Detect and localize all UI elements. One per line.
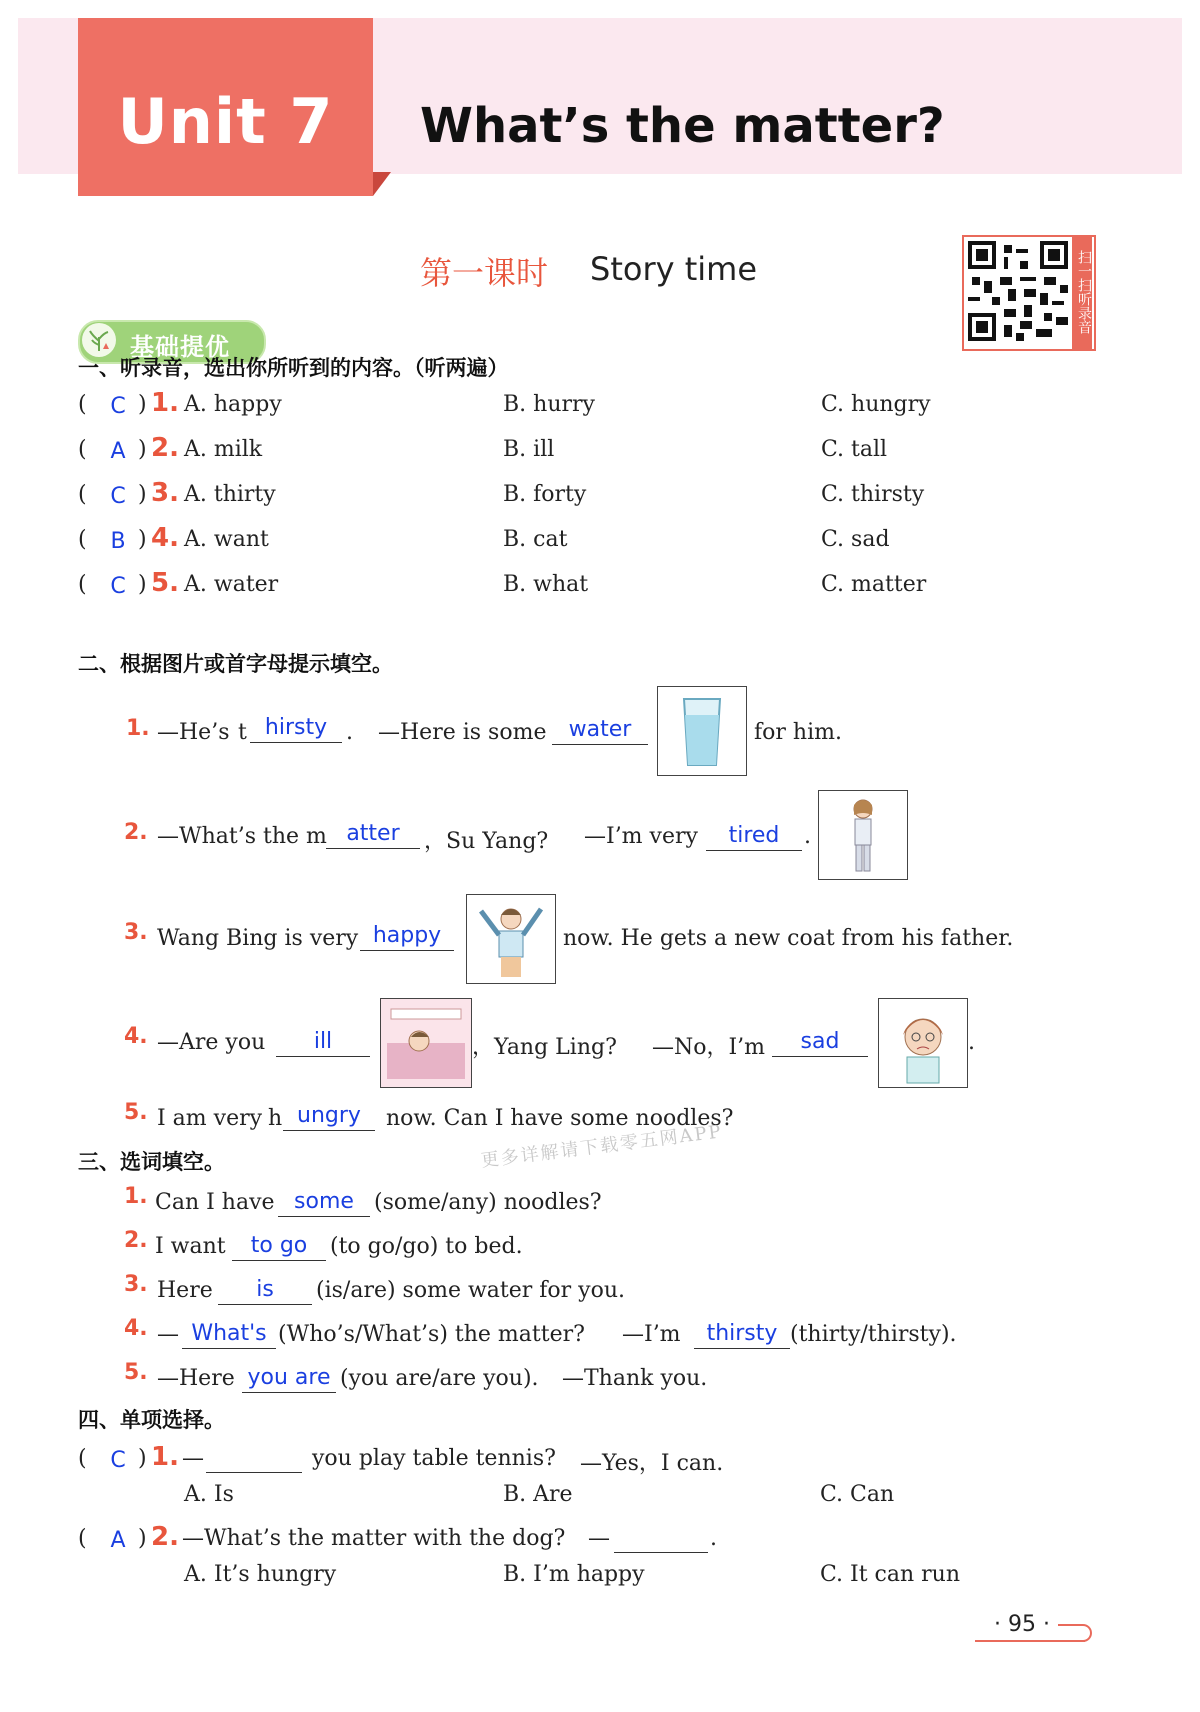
question-number: 1. [151, 388, 179, 418]
answer-blank[interactable]: water [552, 716, 648, 745]
question-text: you play table tennis? [312, 1446, 556, 1471]
choice-options-1 [78, 1478, 1108, 1514]
question-text: —I’m [622, 1322, 681, 1347]
choice-question-2: ( A ) 2. —What’s the matter with the dog? — . [78, 1522, 717, 1553]
answer[interactable]: C [110, 394, 126, 419]
option-c[interactable]: C. It can run [820, 1562, 961, 1587]
answer[interactable]: A [110, 439, 126, 464]
section-badge-label: 基础提优 [130, 333, 230, 361]
answer-blank[interactable]: some [278, 1188, 370, 1217]
answer-blank[interactable]: you are [242, 1364, 336, 1393]
listen-question-4: ( B ) 4. A. want B. cat C. sad [78, 523, 890, 554]
question-text: (is/are) some water for you. [316, 1278, 626, 1303]
happy-boy-picture [466, 894, 556, 984]
listen-question-3: ( C ) 3. A. thirty B. forty C. thirsty [78, 478, 925, 509]
question-text: Here [157, 1278, 213, 1303]
question-text: (Who’s/What’s) the matter? [278, 1322, 585, 1347]
answer-blank[interactable]: tired [706, 822, 802, 851]
answer[interactable]: B [110, 529, 126, 554]
answer[interactable]: C [110, 574, 126, 599]
option-a[interactable]: A. milk [184, 437, 263, 462]
answer-blank[interactable]: thirsty [694, 1320, 790, 1349]
question-text: Can I have [155, 1190, 275, 1215]
question-number: 3. [124, 920, 148, 945]
answer-blank[interactable]: happy [360, 922, 454, 951]
listen-question-5: ( C ) 5. A. water B. what C. matter [78, 568, 927, 599]
answer[interactable]: A [110, 1528, 126, 1553]
option-c[interactable]: C. sad [821, 527, 890, 552]
option-a[interactable]: A. happy [184, 392, 282, 417]
question-number: 2. [124, 820, 148, 845]
question-number: 5. [124, 1360, 148, 1385]
question-text: —Here is some [378, 720, 547, 745]
option-b[interactable]: B. Are [503, 1482, 573, 1507]
question-text: now. Can I have some noodles? [386, 1106, 734, 1131]
answer-blank[interactable]: sad [772, 1028, 868, 1057]
question-text: . [804, 824, 811, 849]
question-number: 3. [124, 1272, 148, 1297]
listen-question-1: ( C ) 1. A. happy B. hurry C. hungry [78, 388, 931, 419]
question-text: —What’s the matter with the dog? [182, 1526, 566, 1551]
question-text: —No，I’m [652, 1035, 766, 1060]
option-b[interactable]: B. cat [503, 527, 568, 552]
question-text: —I’m very [584, 824, 698, 849]
question-text: —What’s the [157, 824, 300, 849]
question-text: (you are/are you). [340, 1366, 539, 1391]
question-number: 2. [151, 1522, 179, 1552]
question-text: ，Yang Ling? [472, 1035, 617, 1060]
option-c[interactable]: C. hungry [821, 392, 931, 417]
question-end-period: . [968, 1030, 975, 1055]
qr-scan-label: 扫一扫听录音 [1072, 235, 1092, 349]
question-text: —Yes，I can. [580, 1451, 724, 1476]
lesson-title-en: Story time [590, 250, 757, 288]
question-text: —He’s [157, 720, 230, 745]
question-number: 4. [124, 1316, 148, 1341]
option-a[interactable]: A. It’s hungry [184, 1562, 337, 1587]
answer-blank[interactable]: ungry [283, 1102, 375, 1131]
option-b[interactable]: B. ill [503, 437, 555, 462]
sad-girl-picture [878, 998, 968, 1088]
option-a[interactable]: A. Is [184, 1482, 234, 1507]
listen-question-2: ( A ) 2. A. milk B. ill C. tall [78, 433, 888, 464]
section-4-title: 四、单项选择。 [78, 1407, 225, 1432]
question-text: now. He gets a new coat from his father. [563, 926, 1014, 951]
question-number: 5. [151, 568, 179, 598]
question-number: 5. [124, 1100, 148, 1125]
question-text: — [588, 1526, 610, 1551]
lesson-title-cn: 第一课时 [420, 254, 549, 292]
answer-blank[interactable]: to go [232, 1232, 326, 1261]
answer-blank[interactable]: What's [182, 1320, 276, 1349]
question-text: ，Su Yang? [424, 829, 549, 854]
option-b[interactable]: B. what [503, 572, 589, 597]
option-c[interactable]: C. tall [821, 437, 888, 462]
question-text: (some/any) noodles? [374, 1190, 602, 1215]
question-text: —Thank you. [562, 1366, 708, 1391]
question-text: — [182, 1446, 204, 1471]
question-text: (thirty/thirsty). [790, 1322, 957, 1347]
option-c[interactable]: C. thirsty [821, 482, 925, 507]
option-b[interactable]: B. I’m happy [503, 1562, 645, 1587]
sick-girl-in-bed-picture [380, 998, 472, 1088]
answer-blank[interactable]: hirsty [250, 714, 342, 743]
question-text: Wang Bing is very [157, 926, 359, 951]
tired-girl-picture [818, 790, 908, 880]
question-text: for him. [754, 720, 842, 745]
question-number: 2. [151, 433, 179, 463]
option-a[interactable]: A. water [184, 572, 279, 597]
question-text: (to go/go) to bed. [330, 1234, 523, 1259]
option-b[interactable]: B. hurry [503, 392, 595, 417]
question-text: —Are you [157, 1030, 266, 1055]
answer-blank[interactable]: atter [326, 820, 420, 849]
question-text: I want [155, 1234, 226, 1259]
answer-blank[interactable]: ill [276, 1028, 370, 1057]
question-number: 4. [151, 523, 179, 553]
unit-tab-fold [373, 172, 391, 196]
unit-label: Unit 7 [117, 85, 334, 158]
question-number: 4. [124, 1024, 148, 1049]
question-text: . [346, 720, 353, 745]
question-text: —Here [157, 1366, 235, 1391]
page-title: What’s the matter? [420, 98, 945, 154]
option-c[interactable]: C. matter [821, 572, 927, 597]
empty-blank[interactable] [614, 1552, 708, 1553]
question-number: 2. [124, 1228, 148, 1253]
section-2-title: 二、根据图片或首字母提示填空。 [78, 651, 393, 676]
answer[interactable]: C [110, 1448, 126, 1473]
option-a[interactable]: A. thirty [184, 482, 276, 507]
page-number: · 95 · [994, 1612, 1050, 1637]
option-c[interactable]: C. Can [820, 1482, 895, 1507]
page-number-underline [975, 1640, 1085, 1642]
answer-blank[interactable]: is [218, 1276, 312, 1305]
qr-code-icon[interactable] [968, 240, 1068, 342]
answer[interactable]: C [110, 484, 126, 509]
hint-letter: h [268, 1106, 283, 1131]
question-text: . [710, 1526, 717, 1551]
section-3-title: 三、选词填空。 [78, 1149, 225, 1174]
hint-letter: m [306, 824, 327, 849]
section-1-title: 一、听录音，选出你所听到的内容。（听两遍） [78, 355, 509, 380]
option-a[interactable]: A. want [184, 527, 269, 552]
watermark: 更多详解请下载零五网APP [479, 1121, 724, 1172]
question-text: — [157, 1322, 179, 1347]
choice-question-1: ( C ) 1. — you play table tennis? —Yes，I can. [78, 1442, 724, 1476]
option-b[interactable]: B. forty [503, 482, 587, 507]
question-number: 1. [126, 716, 150, 741]
question-number: 3. [151, 478, 179, 508]
choice-options-2 [78, 1558, 1108, 1594]
question-number: 1. [124, 1184, 148, 1209]
question-text: I am very [157, 1106, 263, 1131]
empty-blank[interactable] [206, 1472, 302, 1473]
question-number: 1. [151, 1442, 179, 1472]
hint-letter: t [238, 720, 247, 745]
glass-of-water-picture [657, 686, 747, 776]
